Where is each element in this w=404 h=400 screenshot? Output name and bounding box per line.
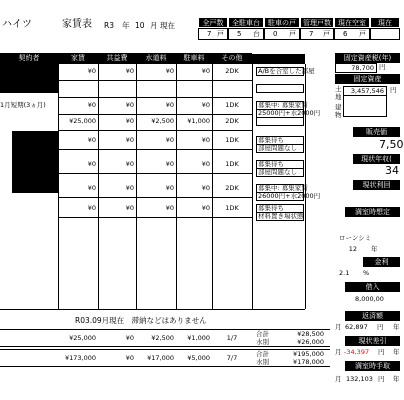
cashflow-header: 現状差引 [345, 336, 400, 346]
row-divider [58, 217, 252, 218]
total-count: 1/7 [226, 334, 238, 342]
cell-parking: ¥0 [201, 67, 210, 75]
date-era: R3 [104, 21, 114, 30]
full-occupancy-header: 満室時想定 [345, 207, 400, 217]
col-parking: 駐車料 [176, 53, 212, 63]
col-other: その他 [212, 53, 252, 63]
note-cell: A/Bを合室した部屋 [258, 67, 315, 75]
summary-value: 7 [309, 30, 314, 38]
total-sub-label: 水別 [256, 358, 269, 366]
summary-header: 現在空室 [334, 17, 370, 28]
cell-other: 1DK [225, 160, 239, 168]
fixed-tax-header: 固定資産税(年) [335, 53, 400, 63]
cf-year-label: 年 [393, 348, 400, 356]
fixed-asset-header: 固定資産 [335, 74, 400, 84]
right-panel [335, 53, 404, 353]
summary-cell [264, 28, 300, 40]
cell-other: 2DK [225, 117, 239, 125]
cell-other: 2DK [225, 67, 239, 75]
cell-water: ¥0 [165, 67, 174, 75]
cf-month-label: 月 [335, 348, 342, 356]
cell-common: ¥0 [125, 101, 134, 109]
sale-price-value: 7,50 [379, 138, 404, 151]
building-name: ハイツ [2, 19, 32, 30]
note-cell: 部屋問題なし [256, 168, 304, 177]
note-cell: 部屋問題なし [256, 144, 304, 153]
cell-rent: ¥0 [87, 101, 96, 109]
borrow-header: 借入 [345, 282, 400, 292]
col-common: 共益費 [98, 53, 136, 63]
row-divider [58, 149, 252, 150]
cell-common: ¥0 [125, 160, 134, 168]
column-rule [136, 64, 137, 309]
totals-block [0, 329, 330, 369]
redacted-block [0, 63, 58, 93]
loan-years-value: 12 [348, 245, 357, 253]
summary-header: 現在 [370, 17, 400, 28]
repay-month-label: 月 [335, 323, 342, 331]
row-divider [58, 80, 252, 81]
summary-table [198, 17, 400, 43]
repayment-header: 返済額 [345, 311, 400, 321]
summary-unit: 戸 [289, 30, 296, 38]
cell-water: ¥2,500 [151, 117, 174, 125]
cell-parking: ¥0 [201, 184, 210, 192]
total-sum: ¥28,500 [297, 330, 324, 338]
summary-header: 全駐車台数 [228, 17, 264, 28]
total-sub: ¥178,000 [292, 358, 324, 366]
doc-title: 家賃表 [62, 19, 92, 30]
summary-value: 7 [207, 30, 212, 38]
current-income-value: 34 [385, 164, 399, 177]
date-now: 現在 [160, 21, 175, 30]
total-sub: ¥26,000 [297, 338, 324, 346]
rate-header: 金利 [363, 257, 400, 267]
cell-rent: ¥0 [87, 204, 96, 212]
col-water: 水道料 [136, 53, 176, 63]
total-sub-label: 水別 [256, 338, 269, 346]
summary-value: 5 [237, 30, 242, 38]
current-income-header: 現状年収( [353, 154, 400, 164]
repay-value: 62,897 [345, 323, 368, 331]
date-year-unit: 年 [122, 21, 130, 30]
total-sum-label: 合計 [256, 350, 269, 358]
cell-common: ¥0 [125, 117, 134, 125]
repay-year-label: 年 [393, 323, 400, 331]
total-water: ¥2,500 [151, 334, 174, 342]
cell-water: ¥0 [165, 204, 174, 212]
loan-sim-label: ローンシミ [339, 234, 372, 242]
total-rent: ¥25,000 [69, 334, 96, 342]
summary-cell [198, 28, 228, 40]
total-sum: ¥195,000 [292, 350, 324, 358]
rate-unit: % [363, 269, 370, 277]
fixed-tax-value: 78,700 [335, 63, 377, 73]
note-cell: 募集中: 募集家賃 [258, 184, 308, 192]
cell-other: 1DK [225, 101, 239, 109]
row-divider [58, 97, 252, 98]
note-cell: 募集待ち [256, 136, 304, 145]
cell-common: ¥0 [125, 67, 134, 75]
summary-unit: 戸 [217, 30, 224, 38]
cell-water: ¥0 [165, 184, 174, 192]
cell-other: 2DK [225, 184, 239, 192]
cell-contract: 1月短期(3ヵ月) [0, 101, 46, 109]
cell-parking: ¥0 [201, 160, 210, 168]
cell-rent: ¥25,000 [69, 117, 96, 125]
summary-value: 0 [273, 30, 278, 38]
column-rule [252, 64, 253, 309]
loan-years-unit: 年 [371, 245, 378, 253]
cell-rent: ¥0 [87, 136, 96, 144]
cf-unit: 円 [378, 348, 385, 356]
cell-parking: ¥1,000 [187, 117, 210, 125]
total-parking: ¥5,000 [187, 354, 210, 362]
cf-value: -34,397 [344, 348, 370, 356]
total-water: ¥17,000 [147, 354, 174, 362]
row-divider [58, 173, 252, 174]
summary-unit: 台 [253, 30, 260, 38]
note-cell: 募集待ち [256, 204, 304, 213]
land-value: 3,457,546 [343, 86, 387, 96]
sale-price-header: 販売価 [353, 127, 400, 137]
date-month-unit: 月 [150, 21, 158, 30]
cell-common: ¥0 [125, 204, 134, 212]
note-cell: 25000円+水2000円 [258, 109, 321, 117]
repay-unit: 円 [377, 323, 384, 331]
table-bottom-rule [0, 309, 305, 310]
total-count: 7/7 [226, 354, 238, 362]
summary-unit: 戸 [359, 30, 366, 38]
note-cell [256, 117, 304, 126]
cell-parking: ¥0 [201, 204, 210, 212]
borrow-value: 8,000,00 [355, 295, 384, 303]
full-cf-value: 132,103 [346, 375, 373, 383]
column-rule [212, 64, 213, 309]
redacted-block [12, 131, 58, 193]
summary-unit: 戸 [323, 30, 330, 38]
current-yield-header: 現状利回 [353, 180, 400, 190]
full-cf-month-label: 月 [335, 375, 342, 383]
land-label: 土地 [335, 85, 342, 101]
building-label: 建物 [335, 103, 342, 119]
summary-cell [334, 28, 370, 40]
cell-parking: ¥0 [201, 136, 210, 144]
column-rule [176, 64, 177, 309]
total-rent: ¥173,000 [64, 354, 96, 362]
summary-header: 全戸数 [198, 17, 228, 28]
note-cell: 26000円+水2000円 [258, 192, 321, 200]
total-common: ¥0 [125, 334, 134, 342]
summary-cell [228, 28, 264, 40]
col-contract: 契約者 [0, 53, 58, 63]
cell-rent: ¥0 [87, 67, 96, 75]
column-rule [58, 64, 59, 309]
cell-common: ¥0 [125, 136, 134, 144]
full-cashflow-header: 満室時手取 [345, 361, 400, 371]
summary-value: 6 [343, 30, 348, 38]
cell-other: 1DK [225, 204, 239, 212]
remark-text: R03.09月現在 滞納などはありません [75, 316, 207, 325]
full-cf-unit: 円 [378, 375, 385, 383]
note-cell: 募集待ち [256, 160, 304, 169]
cell-parking: ¥0 [201, 101, 210, 109]
note-cell: 募集中: 募集家賃 [258, 101, 308, 109]
asset-box [343, 95, 387, 117]
row-divider [58, 130, 252, 131]
cell-rent: ¥0 [87, 160, 96, 168]
note-cell [256, 84, 304, 93]
date-month: 10 [135, 21, 145, 30]
land-unit: 円 [390, 86, 397, 94]
summary-cell [370, 28, 400, 40]
row-divider [58, 197, 252, 198]
column-rule [305, 64, 306, 309]
summary-header: 駐車の戸数 [264, 17, 300, 28]
column-rule [98, 64, 99, 309]
rate-value: 2.1 [339, 269, 350, 277]
col-rent: 家賃 [58, 53, 98, 63]
cell-other: 1DK [225, 136, 239, 144]
total-sum-label: 合計 [256, 330, 269, 338]
cell-common: ¥0 [125, 184, 134, 192]
total-common: ¥0 [125, 354, 134, 362]
cell-water: ¥0 [165, 160, 174, 168]
cell-water: ¥0 [165, 101, 174, 109]
total-parking: ¥1,000 [187, 334, 210, 342]
fixed-tax-unit: 円 [379, 63, 386, 71]
full-cf-year-label: 年 [393, 375, 400, 383]
cell-water: ¥0 [165, 136, 174, 144]
summary-header: 管理戸数 [300, 17, 334, 28]
cell-rent: ¥0 [87, 184, 96, 192]
summary-cell [300, 28, 334, 40]
row-divider [58, 114, 252, 115]
note-cell: 材料置き場状態 [258, 212, 304, 220]
